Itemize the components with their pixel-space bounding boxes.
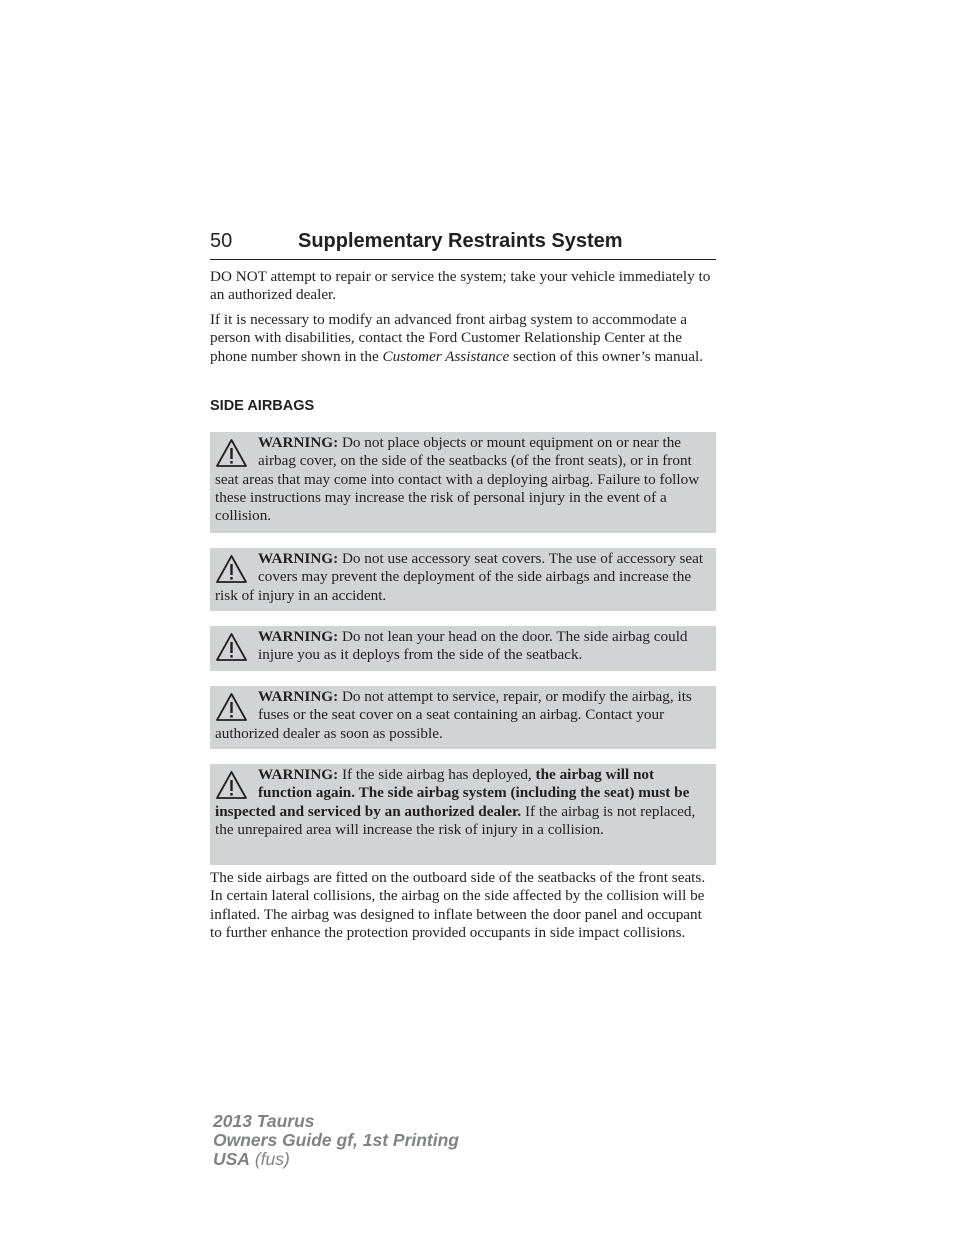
footer-region-suffix: (fus) xyxy=(249,1149,290,1169)
warning-triangle-icon xyxy=(215,770,248,800)
warning-box-1 xyxy=(210,432,716,533)
page-number: 50 xyxy=(210,230,233,252)
warning-label: WARNING: xyxy=(258,628,339,645)
warning-text-end: If the airbag is not replaced, the unrepaired area will increase the risk of injury in a collision. xyxy=(215,802,696,838)
intro-p2-text-end: section of this owner’s manual. xyxy=(509,347,703,365)
customer-assistance-ref: Customer Assistance xyxy=(382,347,510,365)
warning-text: Do not place objects or mount equipment on or near the airbag cover, on the side of the seatbacks (of the front seats), or in front seat areas that may come into contact with a deploying airbag. Failure to follow these instructions may increase the risk of personal injury in the event of a collision. xyxy=(215,434,700,525)
intro-paragraph-1: DO NOT attempt to repair or service the system; take your vehicle immediately to an authorized dealer. xyxy=(210,268,711,304)
footer-region-code: USA xyxy=(213,1149,250,1169)
footer-guide: Owners Guide gf, 1st Printing xyxy=(213,1130,459,1150)
section-title: Supplementary Restraints System xyxy=(298,230,623,252)
warning-box-4 xyxy=(210,686,716,749)
warning-text: If the side airbag has deployed, xyxy=(338,766,536,783)
warning-box-2 xyxy=(210,548,716,611)
warning-text: Do not attempt to service, repair, or modify the airbag, its fuses or the seat cover on a seat containing an airbag. Contact your authorized dealer as soon as possible. xyxy=(215,688,692,742)
intro-p2-text: If it is necessary to modify an advanced front airbag system to accommodate a person with disabilities, contact the Ford Customer Relationship Center at the phone number shown in the xyxy=(210,311,687,365)
intro-paragraph-2 xyxy=(210,311,716,366)
closing-paragraph: The side airbags are fitted on the outboard side of the seatbacks of the front seats. In certain lateral collisions, the airbag on the side affected by the collision will be inflated. The airbag was designed to inflate between the door panel and occupant to further enhance the protection provided occupants in side impact collisions. xyxy=(210,869,706,941)
warning-triangle-icon xyxy=(215,692,248,722)
warning-label: WARNING: xyxy=(258,688,339,705)
warning-label: WARNING: xyxy=(258,550,339,567)
warning-box-5 xyxy=(210,764,716,865)
warning-bold-text: the airbag will not function again. The side airbag system (including the seat) must be inspected and serviced by an authorized dealer. xyxy=(215,766,690,820)
warning-label: WARNING: xyxy=(258,766,339,783)
footer-region xyxy=(213,1150,459,1169)
page-footer xyxy=(213,1112,459,1169)
warning-label: WARNING: xyxy=(258,434,339,451)
warning-text: Do not use accessory seat covers. The use of accessory seat covers may prevent the deployment of the side airbags and increase the risk of injury in an accident. xyxy=(215,550,704,604)
page-header xyxy=(210,229,716,260)
warning-triangle-icon xyxy=(215,554,248,584)
footer-model: 2013 Taurus xyxy=(213,1111,315,1131)
warning-text: Do not lean your head on the door. The side airbag could injure you as it deploys from the side of the seatback. xyxy=(258,628,688,664)
subheading-side-airbags: SIDE AIRBAGS xyxy=(210,398,315,414)
warning-triangle-icon xyxy=(215,632,248,662)
warning-triangle-icon xyxy=(215,438,248,468)
warning-box-3 xyxy=(210,626,716,671)
